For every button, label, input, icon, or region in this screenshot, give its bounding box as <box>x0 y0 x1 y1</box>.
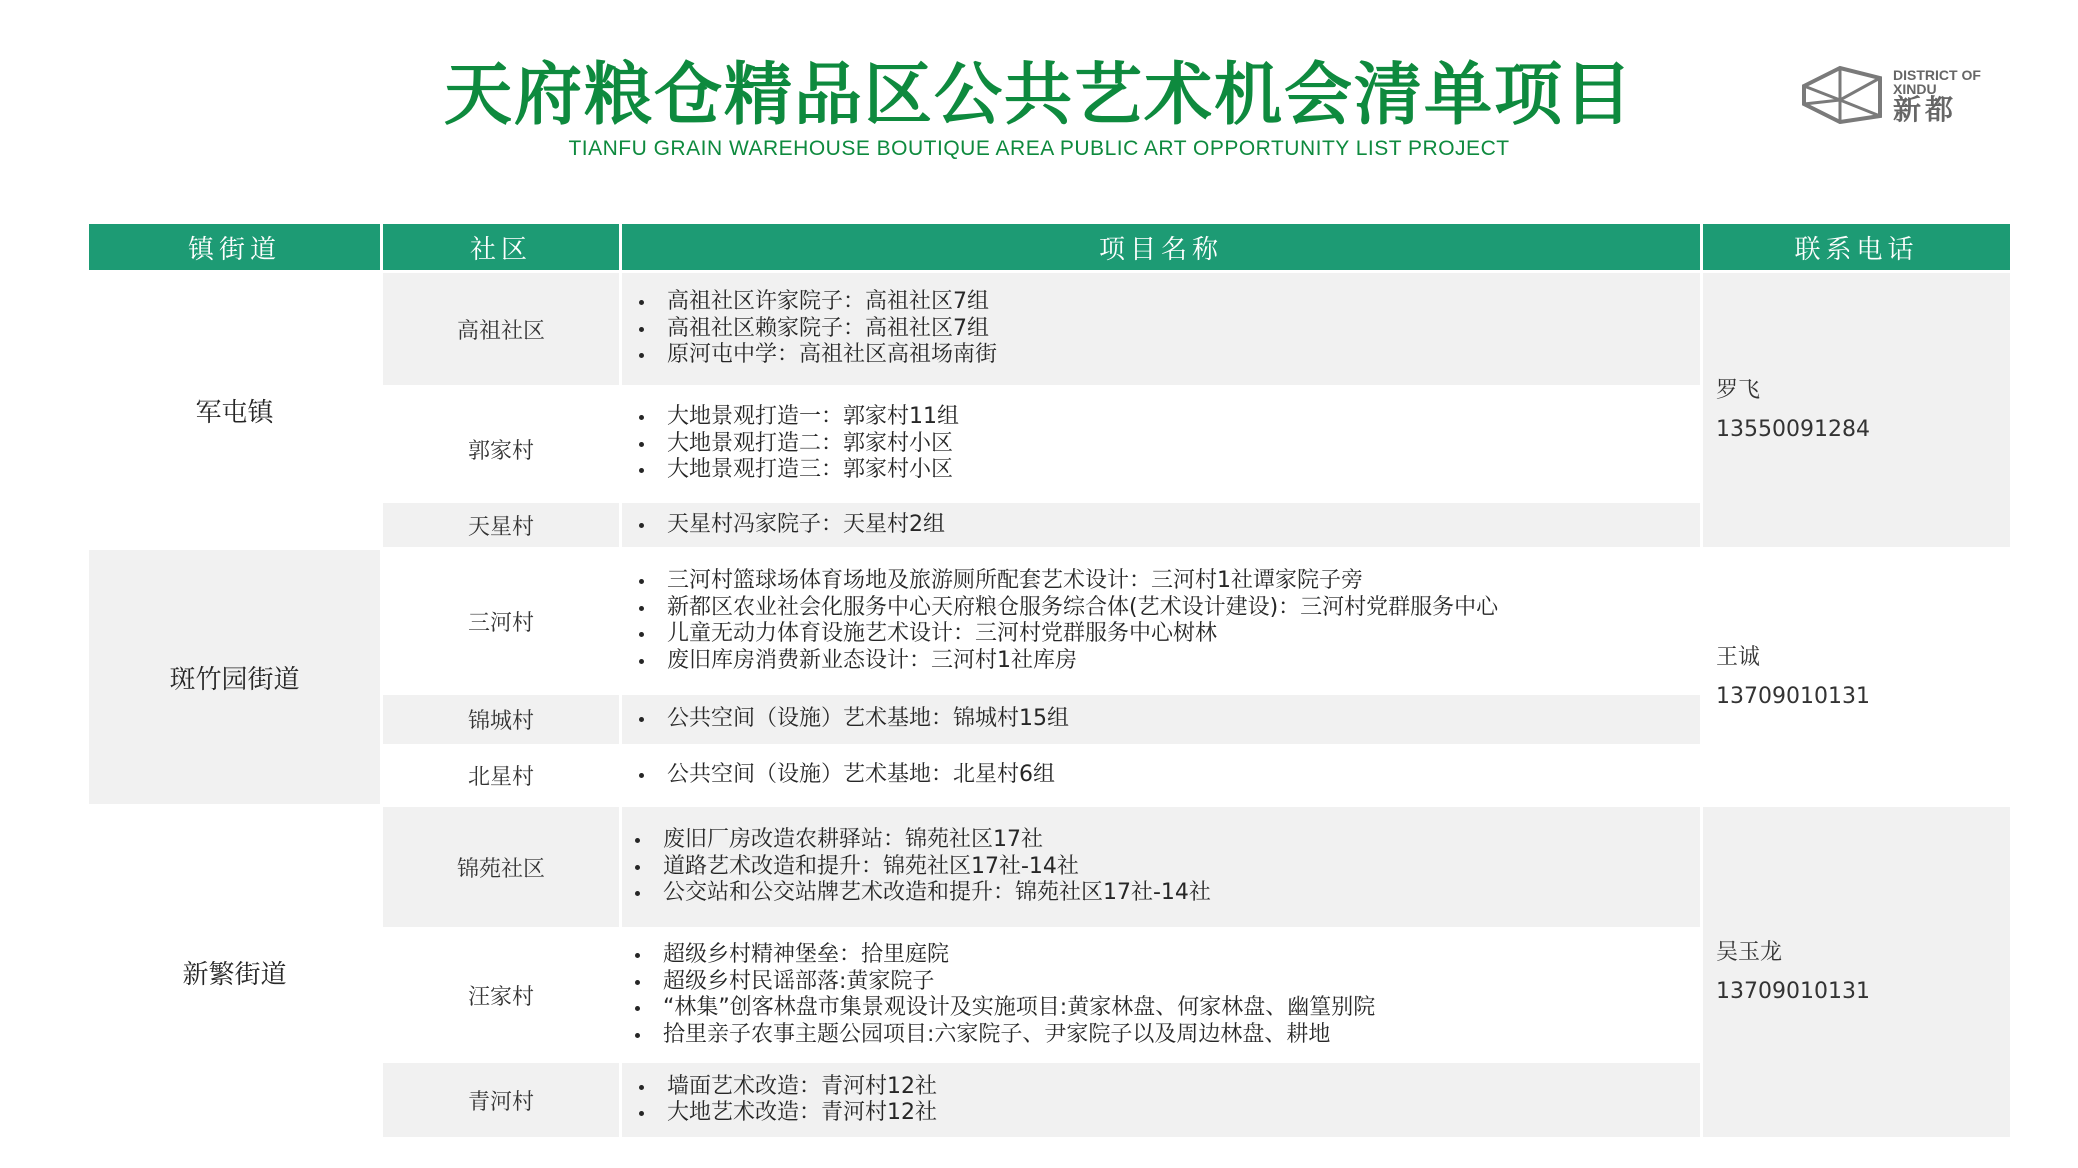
logo-text-en: DISTRICT OF XINDU <box>1893 67 1981 97</box>
district-logo <box>1800 64 2010 134</box>
contact-phone: 13709010131 <box>1716 684 1870 709</box>
project-item: 大地景观打造二：郭家村小区 <box>634 431 959 458</box>
contact-name: 吴玉龙 <box>1716 940 1783 965</box>
community-cell: 高祖社区 <box>383 273 619 385</box>
community-cell: 北星村 <box>383 747 619 804</box>
contact-name: 罗飞 <box>1716 378 1761 403</box>
contact-phone: 13709010131 <box>1716 979 1870 1004</box>
project-item: 超级乡村精神堡垒：拾里庭院 <box>630 942 1375 969</box>
project-item: 墙面艺术改造：青河村12社 <box>634 1074 937 1101</box>
project-cell <box>622 930 1700 1060</box>
contact-cell <box>1703 550 2010 804</box>
community-cell: 锦城村 <box>383 695 619 744</box>
community-cell: 三河村 <box>383 550 619 692</box>
project-cell <box>622 273 1700 385</box>
header-town: 镇街道 <box>89 224 380 270</box>
project-cell <box>622 695 1700 744</box>
project-item: 高祖社区许家院子：高祖社区7组 <box>634 289 997 316</box>
contact-phone: 13550091284 <box>1716 417 1870 442</box>
opportunity-table <box>89 224 2001 1137</box>
town-cell: 军屯镇 <box>89 273 380 547</box>
project-item: 新都区农业社会化服务中心天府粮仓服务综合体(艺术设计建设)：三河村党群服务中心 <box>634 595 1498 622</box>
project-item: 废旧厂房改造农耕驿站：锦苑社区17社 <box>630 827 1211 854</box>
community-cell: 青河村 <box>383 1063 619 1137</box>
community-cell: 郭家村 <box>383 388 619 500</box>
project-item: “林集”创客林盘市集景观设计及实施项目:黄家林盘、何家林盘、幽篁别院 <box>630 995 1375 1022</box>
project-item: 三河村篮球场体育场地及旅游厕所配套艺术设计：三河村1社谭家院子旁 <box>634 568 1498 595</box>
project-item: 天星村冯家院子：天星村2组 <box>634 512 945 539</box>
header-community: 社区 <box>383 224 619 270</box>
project-cell <box>622 747 1700 804</box>
project-item: 大地景观打造三：郭家村小区 <box>634 457 959 484</box>
project-cell <box>622 388 1700 500</box>
project-item: 大地景观打造一：郭家村11组 <box>634 404 959 431</box>
town-cell: 斑竹园街道 <box>89 550 380 804</box>
contact-cell <box>1703 273 2010 547</box>
community-cell: 汪家村 <box>383 930 619 1060</box>
logo-text-cn: 新都 <box>1893 93 1958 126</box>
project-item: 公共空间（设施）艺术基地：北星村6组 <box>634 762 1055 789</box>
contact-name: 王诚 <box>1716 645 1761 670</box>
project-item: 废旧库房消费新业态设计：三河村1社库房 <box>634 648 1498 675</box>
page-title: 天府粮仓精品区公共艺术机会清单项目 <box>443 56 1634 135</box>
community-cell: 天星村 <box>383 503 619 547</box>
project-cell <box>622 503 1700 547</box>
page-subtitle: TIANFU GRAIN WAREHOUSE BOUTIQUE AREA PUBLIC ART OPPORTUNITY LIST PROJECT <box>568 137 1510 160</box>
header-project: 项目名称 <box>622 224 1700 270</box>
project-item: 公共空间（设施）艺术基地：锦城村15组 <box>634 706 1069 733</box>
project-item: 公交站和公交站牌艺术改造和提升：锦苑社区17社-14社 <box>630 880 1211 907</box>
project-item: 原河屯中学：高祖社区高祖场南街 <box>634 342 997 369</box>
project-cell <box>622 807 1700 927</box>
project-item: 超级乡村民谣部落:黄家院子 <box>630 969 1375 996</box>
header-contact: 联系电话 <box>1703 224 2010 270</box>
community-cell: 锦苑社区 <box>383 807 619 927</box>
contact-cell <box>1703 807 2010 1137</box>
xindu-logo-icon <box>1800 64 1884 124</box>
project-item: 大地艺术改造：青河村12社 <box>634 1100 937 1127</box>
town-cell: 新繁街道 <box>89 807 380 1137</box>
project-cell <box>622 550 1700 692</box>
project-item: 拾里亲子农事主题公园项目:六家院子、尹家院子以及周边林盘、耕地 <box>630 1022 1375 1049</box>
project-item: 儿童无动力体育设施艺术设计：三河村党群服务中心树林 <box>634 621 1498 648</box>
project-cell <box>622 1063 1700 1137</box>
project-item: 道路艺术改造和提升：锦苑社区17社-14社 <box>630 854 1211 881</box>
project-item: 高祖社区赖家院子：高祖社区7组 <box>634 316 997 343</box>
